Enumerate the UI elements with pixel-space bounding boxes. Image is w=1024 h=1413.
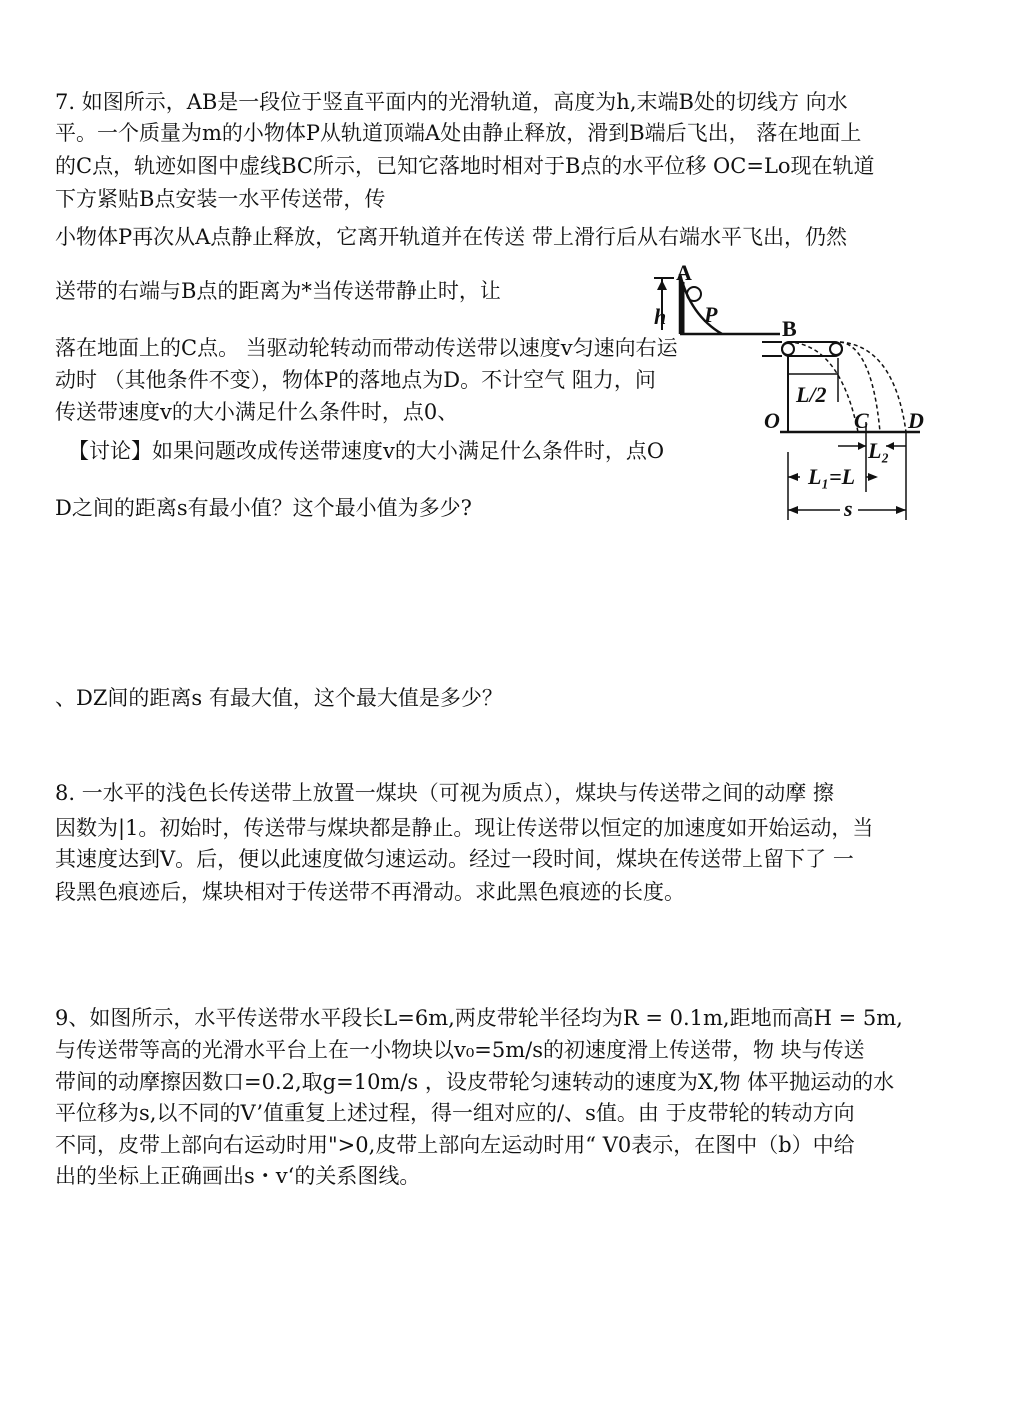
- label-h: h: [654, 304, 667, 329]
- q7-discussion: 【讨论】如果问题改成传送带速度v的大小满足什么条件时，点O: [68, 439, 665, 463]
- q7-line-5: 小物体P再次从A点静止释放，它离开轨道并在传送 带上滑行后从右端水平飞出，仍然: [55, 225, 847, 249]
- label-d: D: [908, 408, 924, 433]
- q7-line-12: 、DZ间的距离s 有最大值，这个最大值是多少？: [55, 686, 503, 710]
- q9-line-6: 出的坐标上正确画出s・v‘的关系图线。: [55, 1164, 421, 1188]
- q8-line-1: 8. 一水平的浅色长传送带上放置一煤块（可视为质点），煤块与传送带之间的动摩 擦: [55, 781, 834, 805]
- q7-line-11: D之间的距离s有最小值？这个最小值为多少?: [55, 496, 472, 520]
- q8-line-2: 因数为|1。初始时，传送带与煤块都是静止。现让传送带以恒定的加速度如开始运动，当: [55, 816, 874, 840]
- label-p: P: [704, 302, 718, 327]
- q7-line-2: 平。一个质量为m的小物体P从轨道顶端A处由静止释放，滑到B端后飞出， 落在地面上: [55, 121, 862, 145]
- q9-line-2: 与传送带等高的光滑水平台上在一小物块以v₀=5m/s的初速度滑上传送带，物 块与传送: [55, 1038, 865, 1062]
- q9-line-5: 不同，皮带上部向右运动时用">0,皮带上部向左运动时用“ V0表示，在图中（b）中给: [55, 1133, 855, 1157]
- q7-line-9: 传送带速度v的大小满足什么条件时，点0、: [55, 400, 459, 424]
- label-s: s: [844, 496, 853, 521]
- q7-line-3: 的C点，轨迹如图中虚线BC所示，已知它落地时相对于B点的水平位移 OC=Lo现在轨道: [55, 154, 875, 178]
- q8-line-4: 段黑色痕迹后，煤块相对于传送带不再滑动。求此黑色痕迹的长度。: [55, 880, 685, 904]
- label-l2: L₂: [868, 438, 890, 463]
- q8-line-3: 其速度达到V。后，便以此速度做匀速运动。经过一段时间，煤块在传送带上留下了 一: [55, 847, 854, 871]
- conveyor-figure: [640, 262, 930, 532]
- q9-line-4: 平位移为s,以不同的V’值重复上述过程，得一组对应的/、s值。由 于皮带轮的转动方向: [55, 1101, 855, 1125]
- q7-line-6: 送带的右端与B点的距离为*当传送带静止时，让: [55, 279, 501, 303]
- label-a: A: [676, 262, 692, 285]
- label-c: C: [854, 408, 869, 433]
- label-b: B: [782, 316, 797, 341]
- label-l1: L₁=L: [808, 464, 856, 489]
- label-l-half: L/2: [796, 382, 827, 407]
- label-o: O: [764, 408, 780, 433]
- q7-line-7: 落在地面上的C点。 当驱动轮转动而带动传送带以速度v匀速向右运: [55, 336, 678, 360]
- q9-line-1: 9、如图所示，水平传送带水平段长L=6m,两皮带轮半径均为R = 0.1m,距地而高H = 5m,: [55, 1006, 903, 1030]
- q9-line-3: 带间的动摩擦因数口=0.2,取g=10m/s ，设皮带轮匀速转动的速度为X,物 体平抛运动的水: [55, 1070, 895, 1094]
- q7-line-8: 动时 （其他条件不变），物体P的落地点为D。不计空气 阻力，问: [55, 368, 656, 392]
- q7-line-4: 下方紧贴B点安装一水平传送带，传: [55, 187, 386, 211]
- q7-line-1: 7. 如图所示，AB是一段位于竖直平面内的光滑轨道，高度为h,末端B处的切线方 向水: [55, 90, 848, 114]
